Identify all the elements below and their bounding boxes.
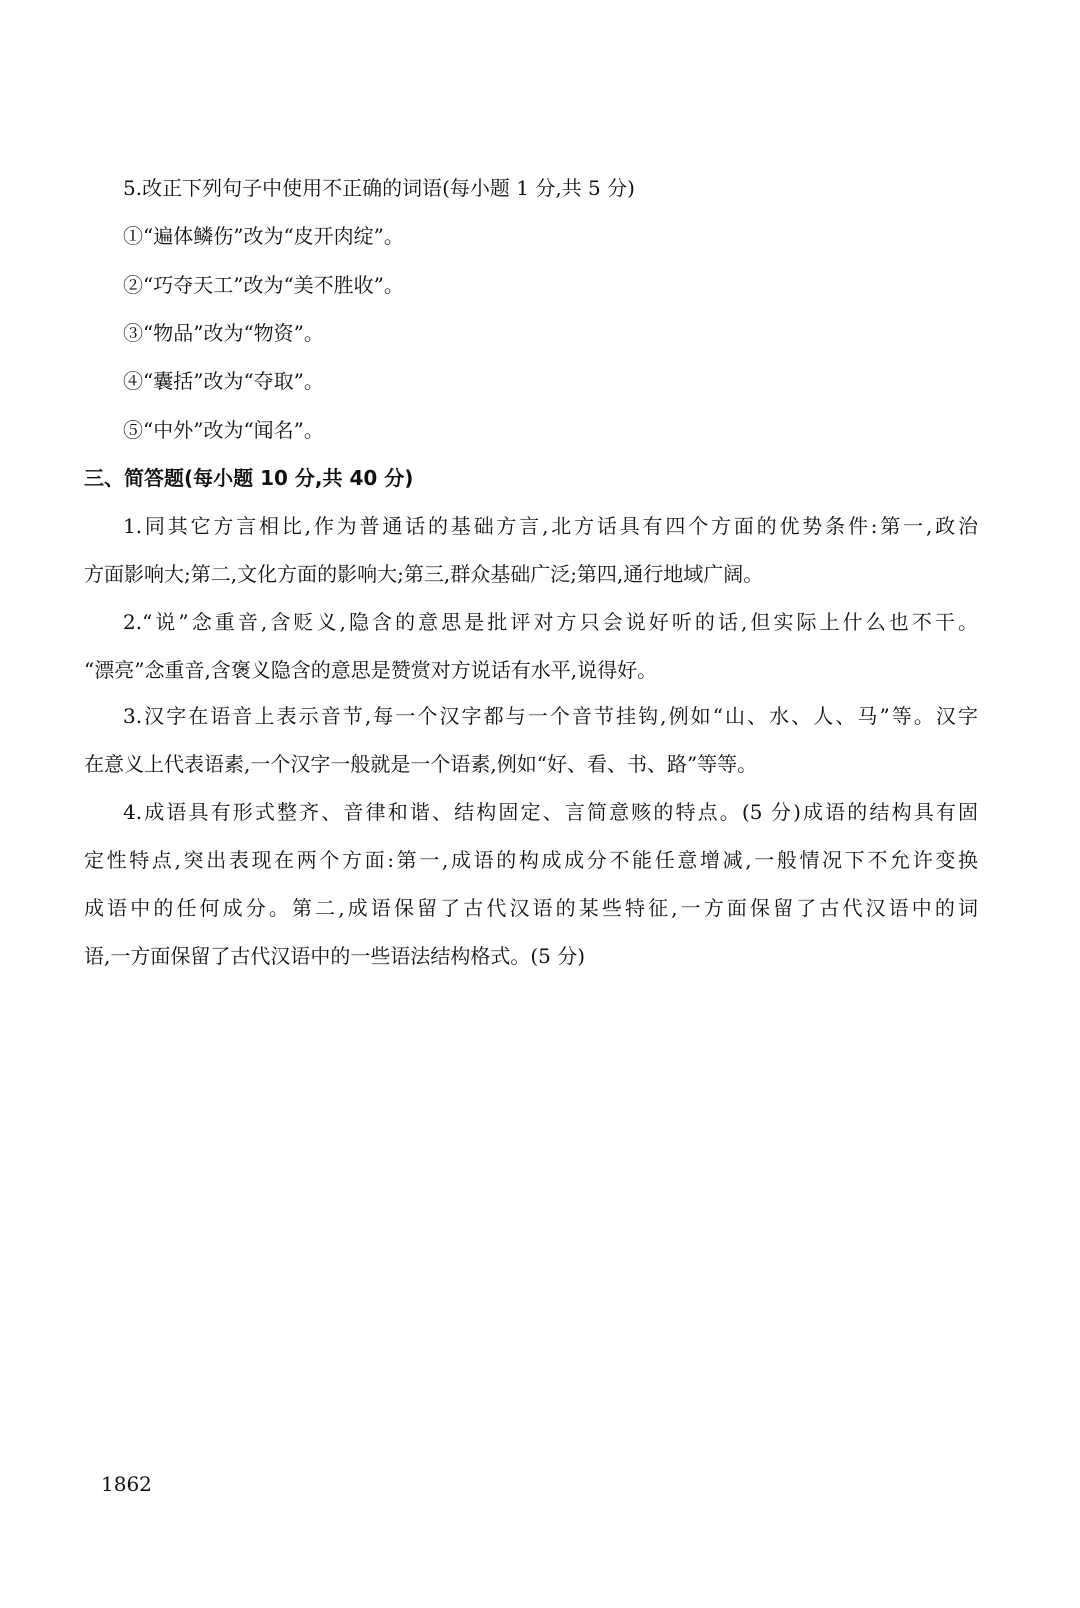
answer-4-line-1: 4.成语具有形式整齐、音律和谐、结构固定、言简意赅的特点。(5 分)成语的结构具有固 <box>123 800 978 824</box>
q5-item-1: ①“遍体鳞伤”改为“皮开肉绽”。 <box>123 224 404 248</box>
q5-item-5: ⑤“中外”改为“闻名”。 <box>123 418 324 442</box>
answer-4-line-4: 语,一方面保留了古代汉语中的一些语法结构格式。(5 分) <box>84 944 586 968</box>
answer-4-line-2: 定性特点,突出表现在两个方面:第一,成语的构成成分不能任意增减,一般情况下不允许变换 <box>84 848 978 872</box>
q5-title: 5.改正下列句子中使用不正确的词语(每小题 1 分,共 5 分) <box>123 176 635 200</box>
answer-3-line-2: 在意义上代表语素,一个汉字一般就是一个语素,例如“好、看、书、路”等等。 <box>84 752 758 776</box>
answer-3-line-1: 3.汉字在语音上表示音节,每一个汉字都与一个音节挂钩,例如“山、水、人、马”等。汉字 <box>123 704 978 728</box>
q5-item-3: ③“物品”改为“物资”。 <box>123 321 324 345</box>
section-3-heading: 三、简答题(每小题 10 分,共 40 分) <box>84 466 414 490</box>
q5-item-4: ④“囊括”改为“夺取”。 <box>123 369 324 393</box>
q5-item-2: ②“巧夺天工”改为“美不胜收”。 <box>123 273 404 297</box>
answer-2-line-1: 2.“说”念重音,含贬义,隐含的意思是批评对方只会说好听的话,但实际上什么也不干。 <box>123 610 978 634</box>
answer-4-line-3: 成语中的任何成分。第二,成语保留了古代汉语的某些特征,一方面保留了古代汉语中的词 <box>84 896 978 920</box>
answer-2-line-2: “漂亮”念重音,含褒义隐含的意思是赞赏对方说话有水平,说得好。 <box>84 658 658 682</box>
answer-1-line-1: 1.同其它方言相比,作为普通话的基础方言,北方话具有四个方面的优势条件:第一,政治 <box>123 514 978 538</box>
page-number: 1862 <box>101 1472 152 1496</box>
answer-1-line-2: 方面影响大;第二,文化方面的影响大;第三,群众基础广泛;第四,通行地域广阔。 <box>84 562 764 586</box>
